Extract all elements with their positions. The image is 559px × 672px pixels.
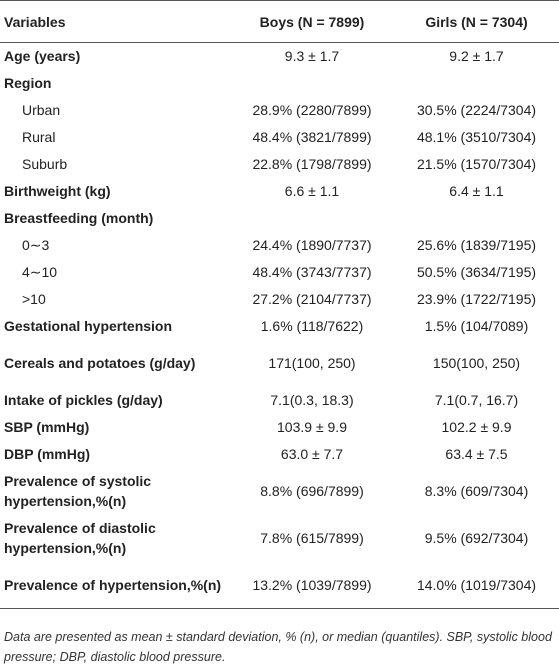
row-label: Prevalence of hypertension,%(n): [0, 562, 230, 609]
row-label: Suburb: [22, 156, 68, 172]
row-label: Cereals and potatoes (g/day): [4, 355, 196, 371]
table-row: [0, 286, 559, 313]
cell-girls: 9.2 ± 1.7: [449, 48, 504, 65]
table-header-row: [0, 1, 559, 43]
header-boys: Boys (N = 7899): [230, 1, 394, 43]
cell-girls: 8.3% (609/7304): [424, 483, 529, 499]
cell-girls: 50.5% (3634/7195): [416, 264, 537, 280]
cell-boys: 63.0 ± 7.7: [280, 446, 344, 462]
cell-boys: 48.4% (3743/7737): [252, 264, 372, 280]
row-label: Urban: [22, 102, 61, 118]
row-label: Age (years): [4, 48, 81, 65]
cell-boys: 6.6 ± 1.1: [284, 183, 340, 199]
cell-girls: 7.1(0.7, 16.7): [434, 392, 519, 408]
cell-boys: 103.9 ± 9.9: [277, 419, 347, 435]
cell-boys: 7.1(0.3, 18.3): [270, 392, 354, 408]
table-row: [0, 340, 559, 387]
row-label: Breastfeeding (month): [4, 210, 154, 226]
cell-girls: 150(100, 250): [432, 355, 521, 371]
cell-boys: 22.8% (1798/7899): [252, 156, 372, 172]
row-label: Intake of pickles (g/day): [4, 392, 163, 408]
table-row: [0, 178, 559, 205]
cell-girls: 48.1% (3510/7304): [416, 129, 537, 145]
header-variables: Variables: [0, 1, 230, 43]
cell-girls: 30.5% (2224/7304): [416, 102, 537, 118]
table-body: [0, 43, 559, 609]
cell-boys: 171(100, 250): [268, 355, 356, 371]
cell-girls: 102.2 ± 9.9: [441, 419, 512, 435]
cell-girls: 21.5% (1570/7304): [416, 156, 537, 172]
row-label: Gestational hypertension: [4, 318, 173, 334]
table-row: [0, 414, 559, 441]
header-girls: Girls (N = 7304): [394, 1, 559, 43]
row-label: Rural: [22, 129, 56, 145]
cell-boys: 28.9% (2280/7899): [252, 102, 372, 118]
table-row: [0, 259, 559, 286]
cell-girls: 63.4 ± 7.5: [445, 446, 508, 462]
row-label: SBP (mmHg): [4, 419, 90, 435]
cell-girls: [394, 70, 559, 97]
cell-girls: [394, 205, 559, 232]
table-row: [0, 124, 559, 151]
cell-boys: 48.4% (3821/7899): [252, 129, 372, 145]
cell-girls: 14.0% (1019/7304): [394, 562, 559, 609]
cell-boys: 1.6% (118/7622): [260, 318, 364, 334]
table-row: [0, 313, 559, 340]
table-row: [0, 232, 559, 259]
table-row: [0, 562, 559, 609]
table-row: [0, 205, 559, 232]
row-label: Prevalence of diastolic hypertension,%(n): [4, 520, 156, 556]
table-row: [0, 387, 559, 414]
cell-girls: 6.4 ± 1.1: [449, 183, 504, 199]
row-label: >10: [22, 291, 46, 307]
cell-boys: 24.4% (1890/7737): [252, 237, 372, 253]
cell-boys: 9.3 ± 1.7: [284, 48, 340, 65]
cell-boys: 27.2% (2104/7737): [252, 291, 372, 307]
row-label: Birthweight (kg): [4, 183, 111, 199]
table-row: [0, 468, 559, 515]
cell-boys: 8.8% (696/7899): [260, 483, 364, 499]
cell-boys: 7.8% (615/7899): [260, 530, 364, 546]
table-row: [0, 70, 559, 97]
cell-girls: 25.6% (1839/7195): [416, 237, 537, 253]
table-row: [0, 151, 559, 178]
cell-girls: 9.5% (692/7304): [424, 530, 529, 546]
cell-boys: [230, 70, 394, 97]
cell-boys: [230, 205, 394, 232]
table-row: [0, 441, 559, 468]
table-row: [0, 97, 559, 124]
table-row: [0, 43, 559, 70]
table-row: [0, 515, 559, 562]
row-label: Region: [4, 75, 52, 91]
table-footnote: Data are presented as mean ± standard deviation, % (n), or median (quantiles). SBP, systolic blood pressure; DBP, diastolic blood pressure.: [4, 630, 552, 664]
row-label: Prevalence of systolic hypertension,%(n): [4, 473, 152, 509]
cell-girls: 23.9% (1722/7195): [416, 291, 537, 307]
row-label: 4∼10: [22, 264, 58, 280]
cell-girls: 1.5% (104/7089): [424, 318, 529, 334]
cell-boys: 13.2% (1039/7899): [230, 562, 394, 609]
row-label: 0∼3: [22, 237, 50, 253]
row-label: DBP (mmHg): [4, 446, 91, 462]
